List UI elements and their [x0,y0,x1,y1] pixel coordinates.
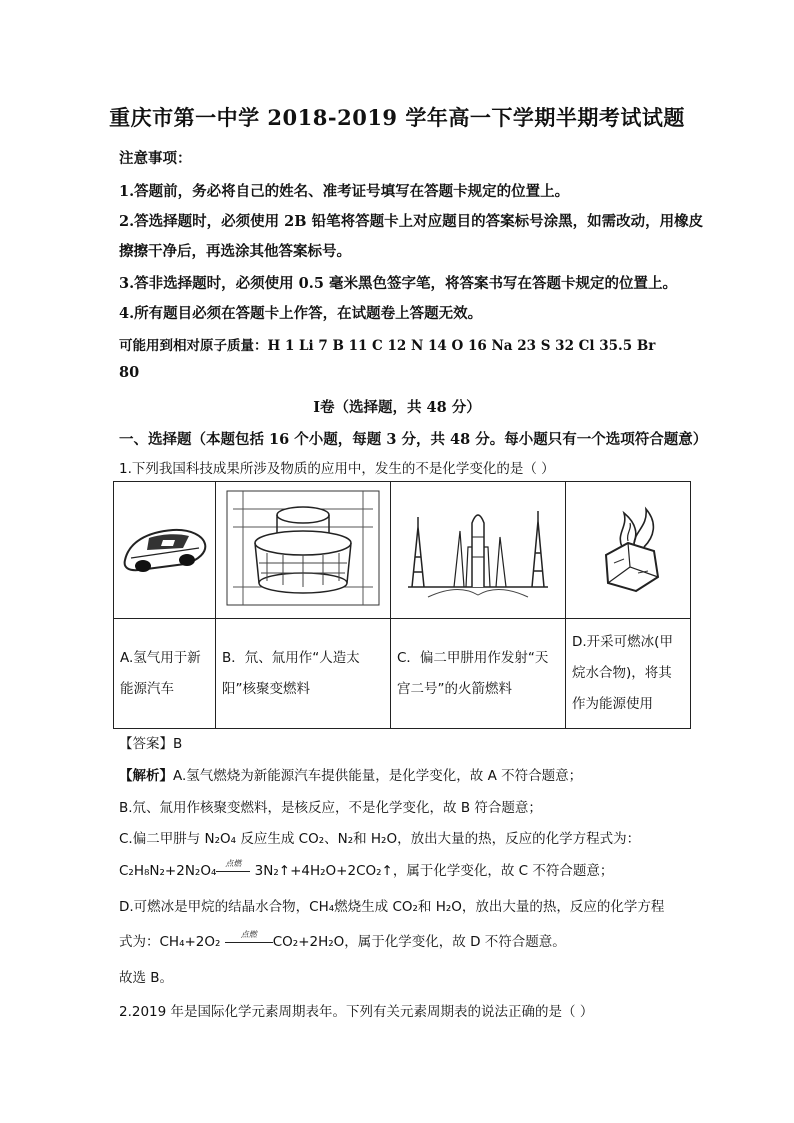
section-one-heading: 一、选择题（本题包括 16 个小题，每题 3 分，共 48 分。每小题只有一个选项符合题意） [119,431,708,448]
notice-item-1: 1.答题前，务必将自己的姓名、准考证号填写在答题卡规定的位置上。 [119,183,570,200]
eq-d-right: CO₂+2H₂O，属于化学变化，故 D 不符合题意。 [272,934,566,950]
q1-option-d[interactable]: D.开采可燃冰(甲烷水合物)，将其作为能源使用 [566,619,691,729]
q1-analysis-b: B.氘、氚用作核聚变燃料，是核反应，不是化学变化，故 B 符合题意； [119,800,542,816]
q1-answer: 【答案】B [119,736,183,752]
notice-heading: 注意事项： [119,150,192,167]
q1-image-d [566,482,691,619]
q1-analysis-c: C.偏二甲肼与 N₂O₄ 反应生成 CO₂、N₂和 H₂O，放出大量的热，反应的化学方程式为： [119,831,641,847]
analysis-label: 【解析】 [119,768,173,784]
q1-analysis-d: D.可燃冰是甲烷的结晶水合物，CH₄燃烧生成 CO₂和 H₂O，放出大量的热，反应的化学方程 [119,899,665,915]
q1-conclusion: 故选 B。 [119,970,174,986]
fusion-reactor-illustration [223,487,383,609]
q1-analysis-a [119,764,582,784]
reaction-arrow-icon [216,859,250,878]
page-title: 重庆市第一中学 2018-2019 学年高一下学期半期考试试题 [109,105,685,130]
q1-option-b[interactable]: B．氘、氚用作“人造太阳”核聚变燃料 [216,619,391,729]
reaction-arrow-icon [225,930,273,949]
notice-item-2: 2.答选择题时，必须使用 2B 铅笔将答题卡上对应题目的答案标号涂黑，如需改动，用橡皮 [119,213,704,230]
eq-c-condition: 点燃 [225,859,242,868]
hydrogen-car-illustration [119,508,211,588]
analysis-a-text: A.氢气燃烧为新能源汽车提供能量，是化学变化，故 A 不符合题意； [173,768,583,784]
eq-d-condition: 点燃 [240,930,257,939]
combustible-ice-illustration [578,493,678,603]
notice-item-2-cont: 擦擦干净后，再选涂其他答案标号。 [119,243,351,260]
q1-options-table [113,481,691,729]
section-header: Ⅰ卷（选择题，共 48 分） [313,399,481,416]
q1-equation-d [119,930,566,950]
eq-d-left: 式为：CH₄+2O₂ [119,934,221,950]
q1-option-c[interactable]: C．偏二甲肼用作发射“天宫二号”的火箭燃料 [391,619,566,729]
eq-c-left: C₂H₈N₂+2N₂O₄ [119,863,217,879]
q1-equation-c [119,859,613,879]
q1-image-c [391,482,566,619]
q1-option-a[interactable]: A.氢气用于新能源汽车 [114,619,216,729]
notice-item-4: 4.所有题目必须在答题卡上作答，在试题卷上答题无效。 [119,305,483,322]
atomic-masses-cont: 80 [119,364,140,381]
rocket-launch-illustration [398,487,558,609]
q1-image-a [114,482,216,619]
q1-stem: 1.下列我国科技成果所涉及物质的应用中，发生的不是化学变化的是（ ） [119,461,555,477]
notice-item-3: 3.答非选择题时，必须使用 0.5 毫米黑色签字笔，将答案书写在答题卡规定的位置上。 [119,275,677,292]
q2-stem: 2.2019 年是国际化学元素周期表年。下列有关元素周期表的说法正确的是（ ） [119,1004,594,1020]
q1-image-b [216,482,391,619]
eq-c-right: 3N₂↑+4H₂O+2CO₂↑，属于化学变化，故 C 不符合题意； [254,863,614,879]
atomic-masses: 可能用到相对原子质量：H 1 Li 7 B 11 C 12 N 14 O 16 Na 23 S 32 Cl 35.5 Br [119,338,656,354]
